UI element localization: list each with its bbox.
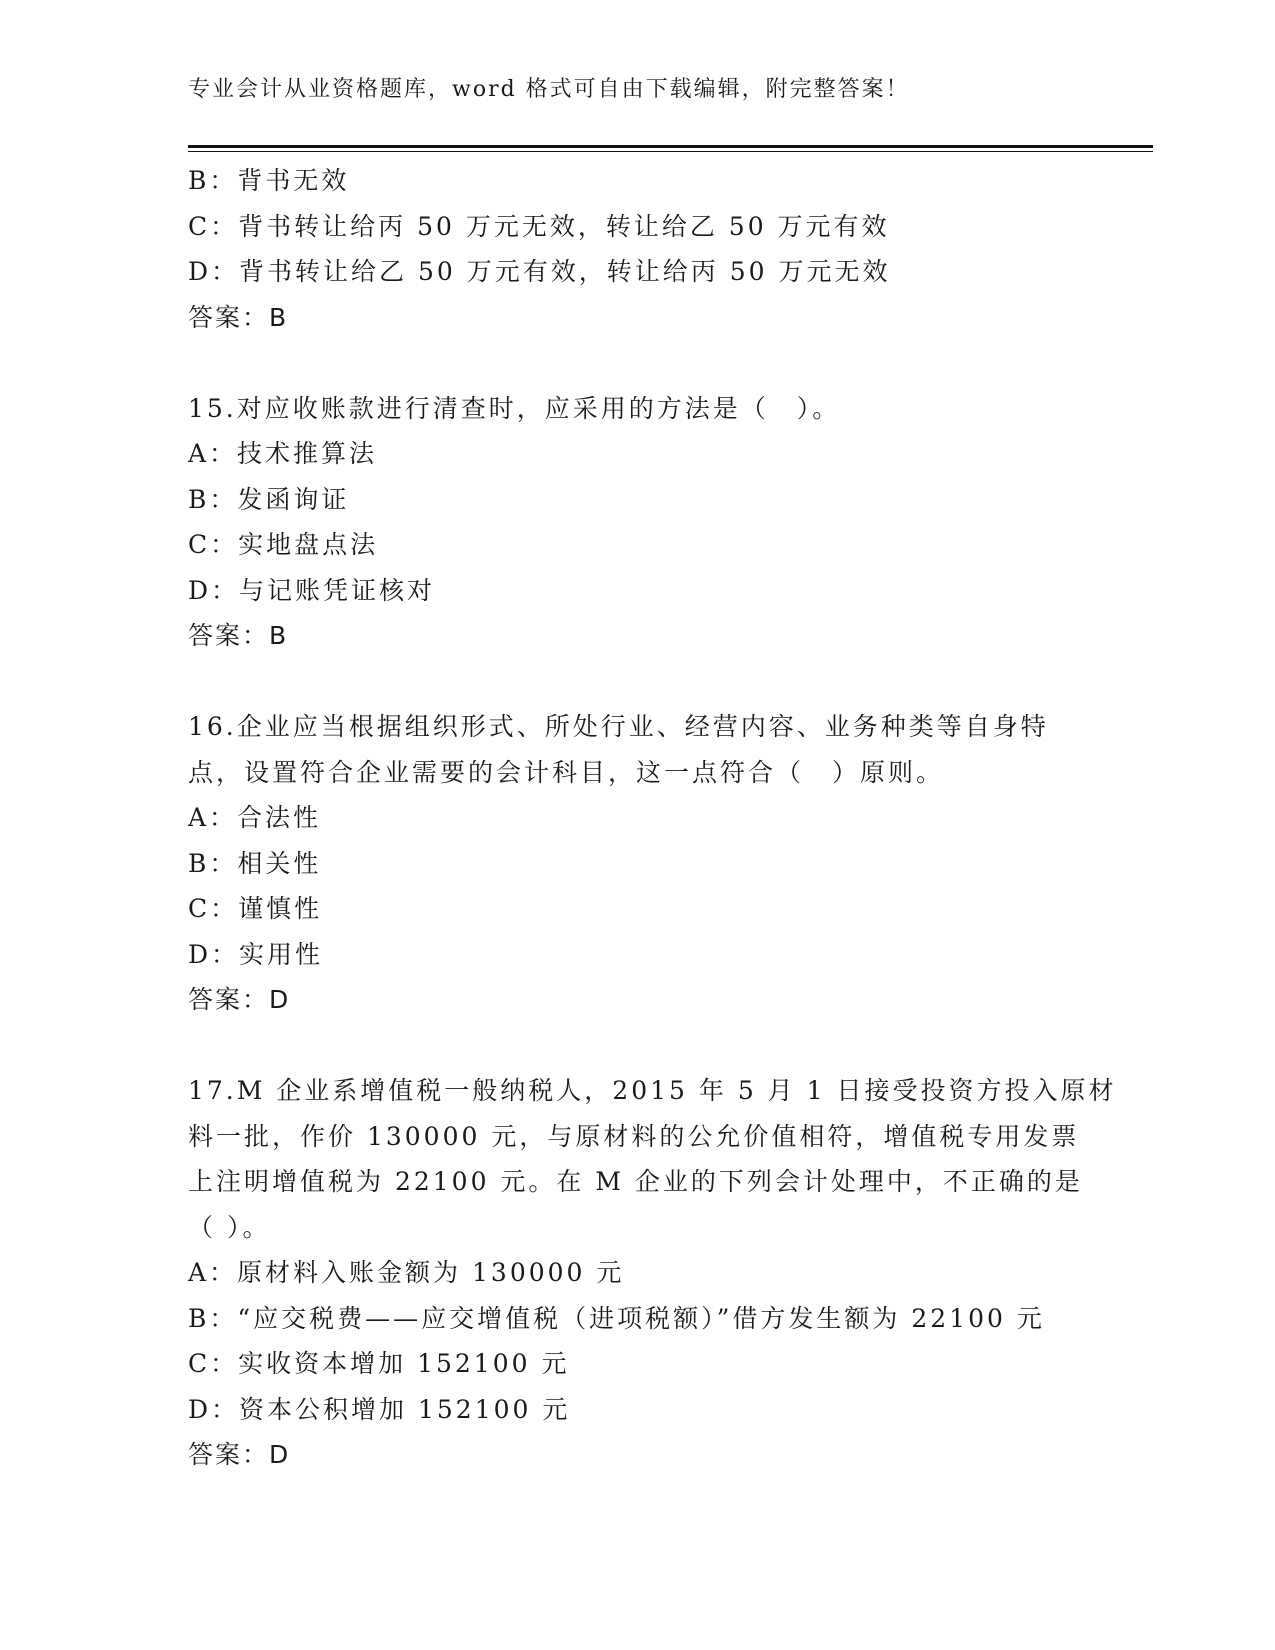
- option-a: A：合法性: [188, 803, 322, 832]
- question-16: [188, 704, 1088, 1023]
- question-stem: 15.对应收账款进行清查时，应采用的方法是（ ）。: [188, 393, 841, 423]
- question-stem: 料一批，作价 130000 元，与原材料的公允价值相符，增值税专用发票: [188, 1121, 1080, 1151]
- answer: 答案：D: [188, 985, 291, 1014]
- answer: 答案：B: [188, 302, 289, 332]
- spacer: [188, 1023, 1088, 1069]
- header-rule-thick: [188, 145, 1153, 148]
- prev-question: [188, 158, 1088, 340]
- question-15: [188, 386, 1088, 659]
- spacer: [188, 659, 1088, 705]
- option-c: C：实收资本增加 152100 元: [188, 1349, 570, 1378]
- option-b: B：相关性: [188, 848, 322, 878]
- option-a: A：原材料入账金额为 130000 元: [188, 1258, 625, 1287]
- option-c: C：背书转让给丙 50 万元无效，转让给乙 50 万元有效: [188, 211, 890, 241]
- question-stem: 上注明增值税为 22100 元。在 M 企业的下列会计处理中，不正确的是: [188, 1167, 1083, 1196]
- answer: 答案：D: [188, 1440, 291, 1469]
- option-b: B：背书无效: [188, 166, 350, 195]
- question-stem: 16.企业应当根据组织形式、所处行业、经营内容、业务种类等自身特: [188, 712, 1049, 741]
- question-content: [188, 158, 1117, 1478]
- question-stem: 点，设置符合企业需要的会计科目，这一点符合（ ）原则。: [188, 757, 945, 787]
- page-header: 专业会计从业资格题库，word 格式可自由下载编辑，附完整答案！: [188, 77, 910, 102]
- option-b: B：发函询证: [188, 484, 350, 514]
- question-stem: 17.M 企业系增值税一般纳税人，2015 年 5 月 1 日接受投资方投入原材: [188, 1076, 1117, 1105]
- option-a: A：技术推算法: [188, 439, 378, 468]
- option-c: C：实地盘点法: [188, 530, 379, 559]
- option-d: D：实用性: [188, 939, 324, 969]
- answer: 答案：B: [188, 621, 289, 650]
- option-c: C：谨慎性: [188, 894, 323, 923]
- option-b: B：“应交税费——应交增值税（进项税额）”借方发生额为 22100 元: [188, 1303, 1045, 1333]
- option-d: D：与记账凭证核对: [188, 575, 436, 605]
- question-17: [188, 1068, 1117, 1478]
- option-d: D：资本公积增加 152100 元: [188, 1394, 571, 1424]
- option-d: D：背书转让给乙 50 万元有效，转让给丙 50 万元无效: [188, 257, 891, 286]
- question-stem: （ ）。: [188, 1212, 271, 1242]
- header-rule-thin: [188, 151, 1153, 152]
- spacer: [188, 340, 1088, 386]
